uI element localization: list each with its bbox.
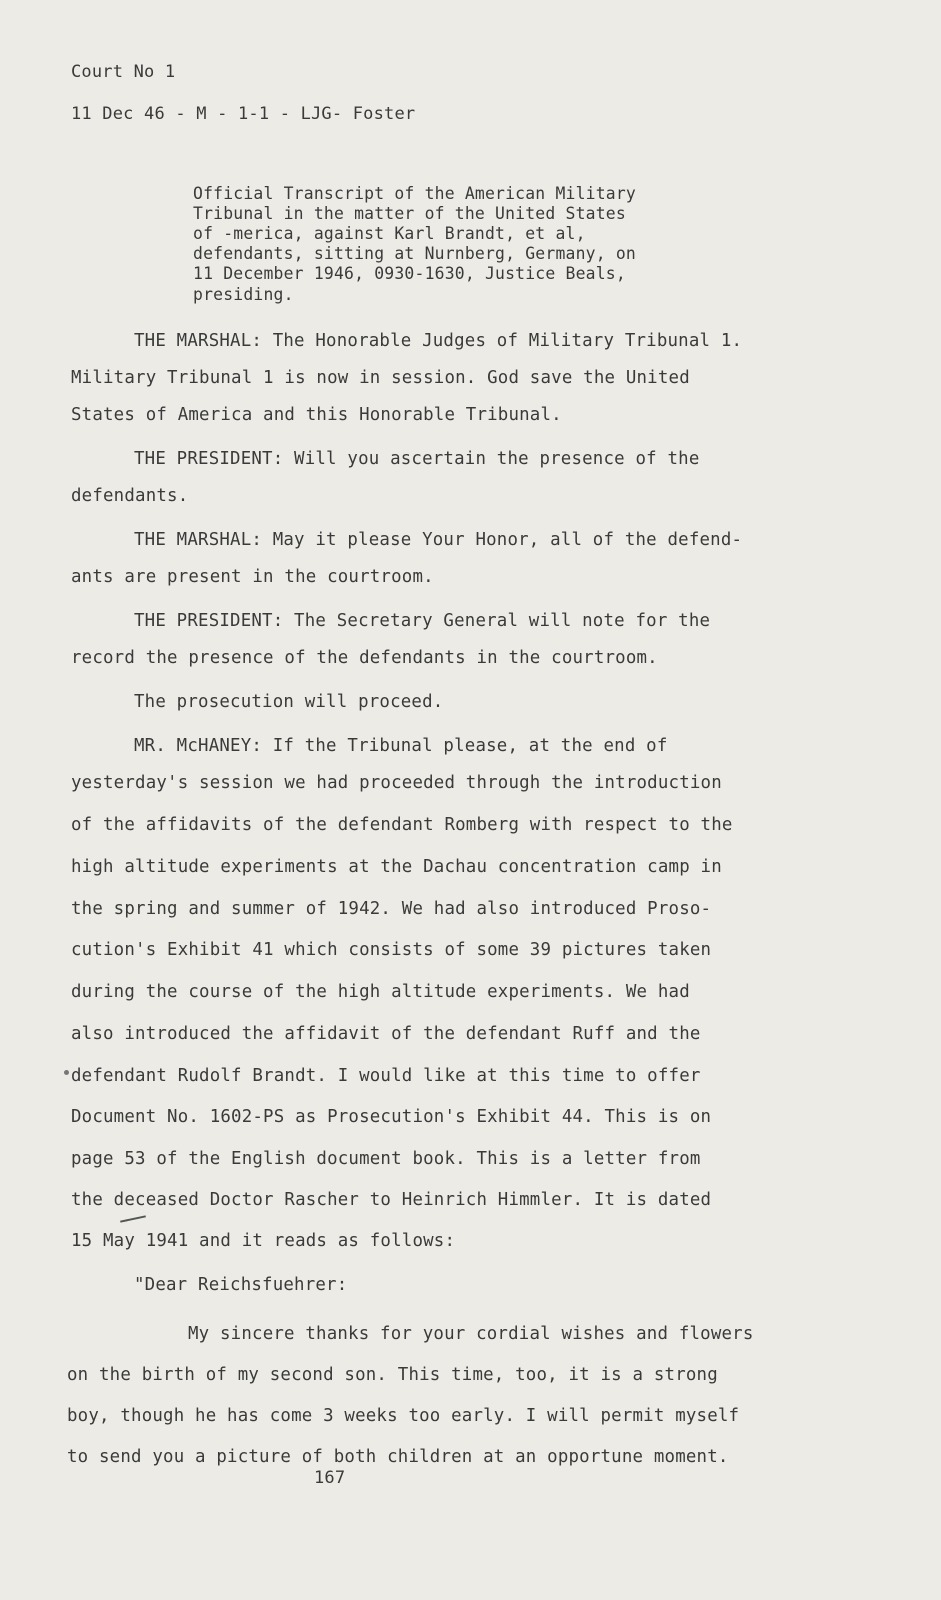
caption-line: of -merica, against Karl Brandt, et al, — [193, 224, 586, 243]
caption-line: 11 December 1946, 0930-1630, Justice Beals, — [193, 264, 626, 283]
caption-line: presiding. — [193, 285, 294, 304]
transcript-line: high altitude experiments at the Dachau concentration camp in — [71, 857, 722, 877]
transcript-line: MR. McHANEY: If the Tribunal please, at the end of — [134, 736, 668, 756]
court-number: Court No 1 — [71, 62, 176, 82]
transcript-line: Document No. 1602-PS as Prosecution's Exhibit 44. This is on — [71, 1107, 712, 1127]
transcript-line: also introduced the affidavit of the defendant Ruff and the — [71, 1024, 701, 1044]
transcript-line: the deceased Doctor Rascher to Heinrich Himmler. It is dated — [71, 1190, 712, 1210]
session-code: 11 Dec 46 - M - 1-1 - LJG- Foster — [71, 104, 416, 124]
caption-line: Official Transcript of the American Military — [193, 184, 636, 203]
transcript-line: THE MARSHAL: The Honorable Judges of Military Tribunal 1. — [134, 331, 743, 351]
pencil-mark — [120, 1215, 146, 1222]
transcript-line: THE PRESIDENT: Will you ascertain the presence of the — [134, 449, 700, 469]
transcript-line: to send you a picture of both children at an opportune moment. — [67, 1447, 729, 1467]
transcript-line: cution's Exhibit 41 which consists of some 39 pictures taken — [71, 940, 712, 960]
caption-line: defendants, sitting at Nurnberg, Germany, on — [193, 244, 636, 263]
transcript-line: record the presence of the defendants in the courtroom. — [71, 648, 658, 668]
transcript-line: Military Tribunal 1 is now in session. God save the United — [71, 368, 690, 388]
transcript-line: 15 May 1941 and it reads as follows: — [71, 1231, 456, 1251]
transcript-line: defendant Rudolf Brandt. I would like at this time to offer — [71, 1066, 701, 1086]
transcript-line: of the affidavits of the defendant Romberg with respect to the — [71, 815, 733, 835]
transcript-line: yesterday's session we had proceeded through the introduction — [71, 773, 722, 793]
transcript-line: The prosecution will proceed. — [134, 692, 444, 712]
caption-line: Tribunal in the matter of the United States — [193, 204, 626, 223]
transcript-line: ants are present in the courtroom. — [71, 567, 434, 587]
transcript-line: THE MARSHAL: May it please Your Honor, all of the defend- — [134, 530, 743, 550]
transcript-line: States of America and this Honorable Tribunal. — [71, 405, 562, 425]
transcript-line: My sincere thanks for your cordial wishes and flowers — [188, 1324, 754, 1344]
transcript-line: boy, though he has come 3 weeks too early. I will permit myself — [67, 1406, 740, 1426]
transcript-line: the spring and summer of 1942. We had also introduced Proso- — [71, 899, 712, 919]
ink-spot — [64, 1070, 69, 1075]
transcript-line: defendants. — [71, 486, 189, 506]
transcript-line: "Dear Reichsfuehrer: — [134, 1275, 348, 1295]
page-number: 167 — [314, 1468, 346, 1488]
transcript-line: during the course of the high altitude experiments. We had — [71, 982, 690, 1002]
transcript-line: page 53 of the English document book. This is a letter from — [71, 1149, 701, 1169]
transcript-line: THE PRESIDENT: The Secretary General will note for the — [134, 611, 711, 631]
transcript-line: on the birth of my second son. This time, too, it is a strong — [67, 1365, 718, 1385]
